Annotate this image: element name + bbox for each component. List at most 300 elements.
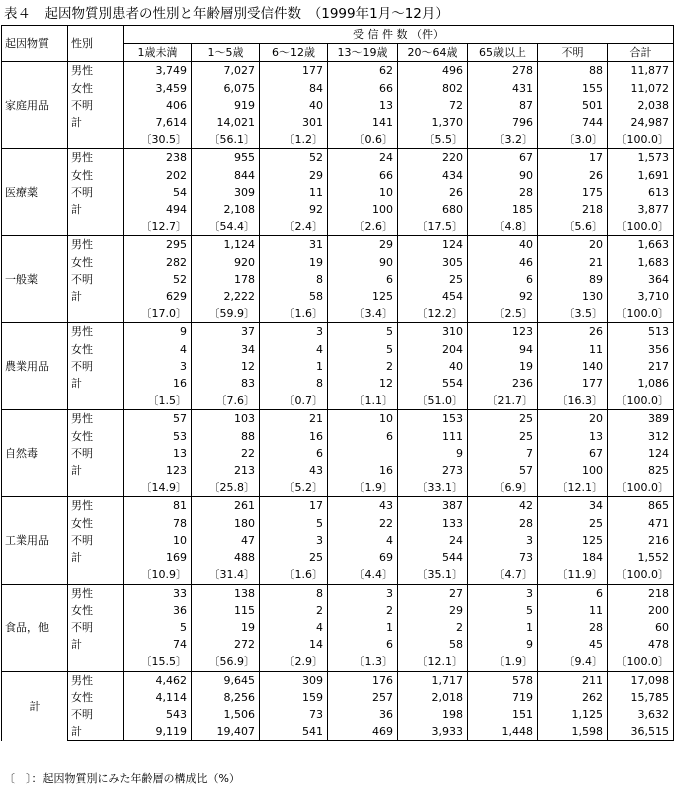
cell-value: 〔2.9〕 xyxy=(260,653,328,671)
cell-value: 4,114 xyxy=(124,689,192,706)
cell-value: 356 xyxy=(608,341,674,358)
cell-value: 92 xyxy=(468,288,538,305)
table-row xyxy=(2,131,674,149)
cell-value: 88 xyxy=(538,62,608,80)
cell-value: 11,072 xyxy=(608,80,674,97)
row-label xyxy=(68,392,124,410)
table-row xyxy=(2,288,674,305)
cell-value: 〔10.9〕 xyxy=(124,566,192,584)
cell-value: 〔31.4〕 xyxy=(192,566,260,584)
cell-value: 123 xyxy=(468,323,538,341)
category-label: 家庭用品 xyxy=(2,62,68,149)
group-7 xyxy=(2,671,674,741)
cell-value: 52 xyxy=(260,149,328,167)
row-label: 女性 xyxy=(68,80,124,97)
table-row xyxy=(2,532,674,549)
cell-value: 544 xyxy=(398,549,468,566)
cell-value: 6 xyxy=(260,445,328,462)
cell-value: 11 xyxy=(538,341,608,358)
cell-value: 81 xyxy=(124,497,192,515)
column-header: 13～19歳 xyxy=(328,44,398,62)
cell-value: 25 xyxy=(398,271,468,288)
cell-value: 680 xyxy=(398,201,468,218)
column-header: 合計 xyxy=(608,44,674,62)
table-row xyxy=(2,375,674,392)
cell-value: 217 xyxy=(608,358,674,375)
cell-value: 364 xyxy=(608,271,674,288)
cell-value: 25 xyxy=(260,549,328,566)
cell-value: 28 xyxy=(538,619,608,636)
cell-value: 62 xyxy=(328,62,398,80)
cell-value: 9 xyxy=(468,636,538,653)
cell-value: 〔12.1〕 xyxy=(538,479,608,497)
category-label: 農業用品 xyxy=(2,323,68,410)
cell-value: 478 xyxy=(608,636,674,653)
table-row xyxy=(2,167,674,184)
cell-value: 3,632 xyxy=(608,706,674,723)
row-label: 男性 xyxy=(68,149,124,167)
cell-value: 153 xyxy=(398,410,468,428)
table-row xyxy=(2,236,674,254)
cell-value: 17 xyxy=(538,149,608,167)
cell-value: 20 xyxy=(538,236,608,254)
row-label: 女性 xyxy=(68,254,124,271)
row-label: 計 xyxy=(68,723,124,741)
cell-value: 282 xyxy=(124,254,192,271)
cell-value: 10 xyxy=(328,184,398,201)
cell-value: 220 xyxy=(398,149,468,167)
cell-value: 216 xyxy=(608,532,674,549)
column-header: 1歳未満 xyxy=(124,44,192,62)
cell-value: 19 xyxy=(260,254,328,271)
cell-value: 60 xyxy=(608,619,674,636)
cell-value: 6 xyxy=(328,271,398,288)
cell-value: 21 xyxy=(538,254,608,271)
cell-value: 12 xyxy=(328,375,398,392)
table-row xyxy=(2,689,674,706)
cell-value: 〔4.7〕 xyxy=(468,566,538,584)
cell-value: 17,098 xyxy=(608,671,674,689)
cell-value: 〔7.6〕 xyxy=(192,392,260,410)
table-row xyxy=(2,515,674,532)
row-label: 男性 xyxy=(68,497,124,515)
cell-value: 〔17.5〕 xyxy=(398,218,468,236)
cell-value: 16 xyxy=(124,375,192,392)
column-header: 6～12歳 xyxy=(260,44,328,62)
cell-value: 〔59.9〕 xyxy=(192,305,260,323)
cell-value: 69 xyxy=(328,549,398,566)
cell-value: 198 xyxy=(398,706,468,723)
row-label xyxy=(68,566,124,584)
cell-value: 16 xyxy=(328,462,398,479)
cell-value: 178 xyxy=(192,271,260,288)
cell-value: 262 xyxy=(538,689,608,706)
data-table xyxy=(1,25,674,741)
group-0 xyxy=(2,62,674,149)
row-label: 男性 xyxy=(68,236,124,254)
row-label: 不明 xyxy=(68,619,124,636)
cell-value: 100 xyxy=(328,201,398,218)
cell-value: 309 xyxy=(192,184,260,201)
cell-value: 1,506 xyxy=(192,706,260,723)
cell-value: 177 xyxy=(538,375,608,392)
cell-value: 578 xyxy=(468,671,538,689)
row-label: 男性 xyxy=(68,671,124,689)
row-label: 不明 xyxy=(68,706,124,723)
cell-value: 236 xyxy=(468,375,538,392)
cell-value: 〔35.1〕 xyxy=(398,566,468,584)
cell-value: 406 xyxy=(124,97,192,114)
cell-value: 2,108 xyxy=(192,201,260,218)
header-count-group: 受 信 件 数 （件） xyxy=(124,26,674,44)
cell-value: 124 xyxy=(608,445,674,462)
row-label xyxy=(68,131,124,149)
cell-value: 2 xyxy=(328,358,398,375)
cell-value: 613 xyxy=(608,184,674,201)
cell-value: 204 xyxy=(398,341,468,358)
cell-value: 40 xyxy=(468,236,538,254)
cell-value: 25 xyxy=(538,515,608,532)
cell-value: 6 xyxy=(328,636,398,653)
cell-value: 90 xyxy=(328,254,398,271)
cell-value: 278 xyxy=(468,62,538,80)
row-label: 不明 xyxy=(68,358,124,375)
cell-value: 21 xyxy=(260,410,328,428)
cell-value: 26 xyxy=(398,184,468,201)
cell-value: 87 xyxy=(468,97,538,114)
cell-value: 8 xyxy=(260,584,328,602)
cell-value: 8,256 xyxy=(192,689,260,706)
cell-value: 4 xyxy=(260,619,328,636)
cell-value: 73 xyxy=(260,706,328,723)
row-label: 計 xyxy=(68,114,124,131)
row-label: 男性 xyxy=(68,584,124,602)
cell-value: 3,877 xyxy=(608,201,674,218)
cell-value: 1,691 xyxy=(608,167,674,184)
cell-value: 180 xyxy=(192,515,260,532)
cell-value: 〔25.8〕 xyxy=(192,479,260,497)
cell-value: 3,749 xyxy=(124,62,192,80)
cell-value: 〔2.6〕 xyxy=(328,218,398,236)
cell-value: 19 xyxy=(468,358,538,375)
cell-value: 〔100.0〕 xyxy=(608,305,674,323)
cell-value: 4,462 xyxy=(124,671,192,689)
table-row xyxy=(2,602,674,619)
cell-value: 〔100.0〕 xyxy=(608,479,674,497)
cell-value: 3 xyxy=(260,532,328,549)
cell-value: 〔54.4〕 xyxy=(192,218,260,236)
table-row xyxy=(2,706,674,723)
cell-value: 176 xyxy=(328,671,398,689)
cell-value: 19 xyxy=(192,619,260,636)
cell-value: 541 xyxy=(260,723,328,741)
cell-value: 74 xyxy=(124,636,192,653)
cell-value: 3,459 xyxy=(124,80,192,97)
cell-value: 〔100.0〕 xyxy=(608,392,674,410)
cell-value: 〔3.2〕 xyxy=(468,131,538,149)
cell-value: 389 xyxy=(608,410,674,428)
row-label: 女性 xyxy=(68,341,124,358)
cell-value: 27 xyxy=(398,584,468,602)
cell-value: 19,407 xyxy=(192,723,260,741)
table-row xyxy=(2,392,674,410)
cell-value: 2,222 xyxy=(192,288,260,305)
cell-value: 31 xyxy=(260,236,328,254)
cell-value: 844 xyxy=(192,167,260,184)
footnote: 〔 〕：起因物質別にみた年齢層の構成比（%） xyxy=(4,772,240,785)
cell-value: 29 xyxy=(260,167,328,184)
cell-value: 89 xyxy=(538,271,608,288)
cell-value: 22 xyxy=(192,445,260,462)
cell-value: 2,018 xyxy=(398,689,468,706)
cell-value: 312 xyxy=(608,428,674,445)
cell-value: 〔15.5〕 xyxy=(124,653,192,671)
cell-value: 40 xyxy=(398,358,468,375)
cell-value: 〔30.5〕 xyxy=(124,131,192,149)
cell-value: 〔12.2〕 xyxy=(398,305,468,323)
cell-value: 15,785 xyxy=(608,689,674,706)
cell-value: 11 xyxy=(260,184,328,201)
row-label: 不明 xyxy=(68,97,124,114)
cell-value: 40 xyxy=(260,97,328,114)
category-label: 医療薬 xyxy=(2,149,68,236)
cell-value: 24 xyxy=(398,532,468,549)
cell-value: 〔3.0〕 xyxy=(538,131,608,149)
cell-value: 〔1.9〕 xyxy=(468,653,538,671)
cell-value: 52 xyxy=(124,271,192,288)
group-5 xyxy=(2,497,674,584)
cell-value: 〔12.1〕 xyxy=(398,653,468,671)
table-row xyxy=(2,341,674,358)
cell-value: 802 xyxy=(398,80,468,97)
cell-value: 177 xyxy=(260,62,328,80)
row-label: 計 xyxy=(68,375,124,392)
cell-value: 〔16.3〕 xyxy=(538,392,608,410)
table-row xyxy=(2,184,674,201)
cell-value: 8 xyxy=(260,375,328,392)
cell-value: 1 xyxy=(468,619,538,636)
cell-value: 130 xyxy=(538,288,608,305)
cell-value: 43 xyxy=(260,462,328,479)
cell-value: 218 xyxy=(608,584,674,602)
table-row xyxy=(2,358,674,375)
cell-value: 〔14.9〕 xyxy=(124,479,192,497)
cell-value: 57 xyxy=(468,462,538,479)
cell-value: 141 xyxy=(328,114,398,131)
cell-value: 1,717 xyxy=(398,671,468,689)
cell-value: 387 xyxy=(398,497,468,515)
cell-value: 〔12.7〕 xyxy=(124,218,192,236)
table-row xyxy=(2,671,674,689)
cell-value: 2 xyxy=(328,602,398,619)
cell-value: 6 xyxy=(468,271,538,288)
cell-value: 202 xyxy=(124,167,192,184)
cell-value: 257 xyxy=(328,689,398,706)
cell-value: 454 xyxy=(398,288,468,305)
row-label: 女性 xyxy=(68,428,124,445)
column-header: 不明 xyxy=(538,44,608,62)
cell-value: 469 xyxy=(328,723,398,741)
cell-value: 24,987 xyxy=(608,114,674,131)
table-row xyxy=(2,445,674,462)
group-2 xyxy=(2,236,674,323)
cell-value: 29 xyxy=(328,236,398,254)
cell-value: 〔1.1〕 xyxy=(328,392,398,410)
table-row xyxy=(2,584,674,602)
cell-value: 78 xyxy=(124,515,192,532)
cell-value: 185 xyxy=(468,201,538,218)
cell-value: 67 xyxy=(538,445,608,462)
table-row xyxy=(2,566,674,584)
cell-value: 〔0.7〕 xyxy=(260,392,328,410)
cell-value: 20 xyxy=(538,410,608,428)
cell-value: 200 xyxy=(608,602,674,619)
cell-value: 22 xyxy=(328,515,398,532)
row-label xyxy=(68,479,124,497)
cell-value: 11 xyxy=(538,602,608,619)
cell-value: 24 xyxy=(328,149,398,167)
cell-value: 825 xyxy=(608,462,674,479)
cell-value: 34 xyxy=(192,341,260,358)
cell-value: 213 xyxy=(192,462,260,479)
cell-value: 〔6.9〕 xyxy=(468,479,538,497)
cell-value: 12 xyxy=(192,358,260,375)
cell-value: 67 xyxy=(468,149,538,167)
cell-value: 124 xyxy=(398,236,468,254)
category-label: 計 xyxy=(2,671,68,741)
cell-value: 26 xyxy=(538,167,608,184)
cell-value: 5 xyxy=(468,602,538,619)
cell-value: 〔1.3〕 xyxy=(328,653,398,671)
table-row xyxy=(2,218,674,236)
row-label: 男性 xyxy=(68,323,124,341)
cell-value: 53 xyxy=(124,428,192,445)
table-row xyxy=(2,549,674,566)
cell-value: 115 xyxy=(192,602,260,619)
header-sex: 性別 xyxy=(68,26,124,62)
row-label: 不明 xyxy=(68,445,124,462)
cell-value: 13 xyxy=(538,428,608,445)
cell-value: 33 xyxy=(124,584,192,602)
cell-value: 10 xyxy=(328,410,398,428)
cell-value: 6 xyxy=(328,428,398,445)
cell-value: 471 xyxy=(608,515,674,532)
cell-value: 36,515 xyxy=(608,723,674,741)
cell-value: 3,933 xyxy=(398,723,468,741)
cell-value: 3 xyxy=(468,532,538,549)
cell-value: 37 xyxy=(192,323,260,341)
table-row xyxy=(2,149,674,167)
cell-value: 103 xyxy=(192,410,260,428)
table-row xyxy=(2,479,674,497)
cell-value: 5 xyxy=(328,341,398,358)
row-label: 男性 xyxy=(68,62,124,80)
group-4 xyxy=(2,410,674,497)
row-label: 計 xyxy=(68,288,124,305)
cell-value: 25 xyxy=(468,410,538,428)
table-row xyxy=(2,636,674,653)
cell-value: 1,663 xyxy=(608,236,674,254)
cell-value: 123 xyxy=(124,462,192,479)
row-label xyxy=(68,218,124,236)
cell-value: 46 xyxy=(468,254,538,271)
cell-value: 6,075 xyxy=(192,80,260,97)
cell-value: 496 xyxy=(398,62,468,80)
cell-value: 〔2.5〕 xyxy=(468,305,538,323)
cell-value: 92 xyxy=(260,201,328,218)
cell-value: 〔21.7〕 xyxy=(468,392,538,410)
cell-value: 11,877 xyxy=(608,62,674,80)
cell-value xyxy=(328,445,398,462)
cell-value: 169 xyxy=(124,549,192,566)
cell-value: 719 xyxy=(468,689,538,706)
cell-value: 28 xyxy=(468,515,538,532)
cell-value: 〔56.9〕 xyxy=(192,653,260,671)
row-label: 計 xyxy=(68,549,124,566)
cell-value: 26 xyxy=(538,323,608,341)
table-row xyxy=(2,462,674,479)
cell-value: 〔1.6〕 xyxy=(260,305,328,323)
category-label: 自然毒 xyxy=(2,410,68,497)
table-row xyxy=(2,305,674,323)
cell-value: 434 xyxy=(398,167,468,184)
row-label: 不明 xyxy=(68,532,124,549)
table-row xyxy=(2,428,674,445)
cell-value: 54 xyxy=(124,184,192,201)
cell-value: 1,370 xyxy=(398,114,468,131)
cell-value: 1 xyxy=(328,619,398,636)
cell-value: 138 xyxy=(192,584,260,602)
cell-value: 301 xyxy=(260,114,328,131)
cell-value: 111 xyxy=(398,428,468,445)
cell-value: 〔11.9〕 xyxy=(538,566,608,584)
cell-value: 629 xyxy=(124,288,192,305)
table-row xyxy=(2,723,674,741)
cell-value: 13 xyxy=(328,97,398,114)
cell-value: 17 xyxy=(260,497,328,515)
cell-value: 〔9.4〕 xyxy=(538,653,608,671)
table-row xyxy=(2,619,674,636)
cell-value: 7,027 xyxy=(192,62,260,80)
cell-value: 1,125 xyxy=(538,706,608,723)
table-row xyxy=(2,271,674,288)
cell-value: 238 xyxy=(124,149,192,167)
cell-value: 2 xyxy=(398,619,468,636)
cell-value: 7 xyxy=(468,445,538,462)
cell-value: 84 xyxy=(260,80,328,97)
row-label: 女性 xyxy=(68,602,124,619)
cell-value: 1,552 xyxy=(608,549,674,566)
cell-value: 6 xyxy=(538,584,608,602)
cell-value: 28 xyxy=(468,184,538,201)
cell-value: 125 xyxy=(538,532,608,549)
cell-value: 〔1.9〕 xyxy=(328,479,398,497)
cell-value: 58 xyxy=(260,288,328,305)
cell-value: 94 xyxy=(468,341,538,358)
cell-value: 88 xyxy=(192,428,260,445)
cell-value: 1,573 xyxy=(608,149,674,167)
cell-value: 36 xyxy=(328,706,398,723)
cell-value: 13 xyxy=(124,445,192,462)
table-row xyxy=(2,62,674,80)
cell-value: 501 xyxy=(538,97,608,114)
cell-value: 5 xyxy=(328,323,398,341)
cell-value: 273 xyxy=(398,462,468,479)
cell-value: 〔56.1〕 xyxy=(192,131,260,149)
cell-value: 295 xyxy=(124,236,192,254)
cell-value: 744 xyxy=(538,114,608,131)
cell-value: 184 xyxy=(538,549,608,566)
